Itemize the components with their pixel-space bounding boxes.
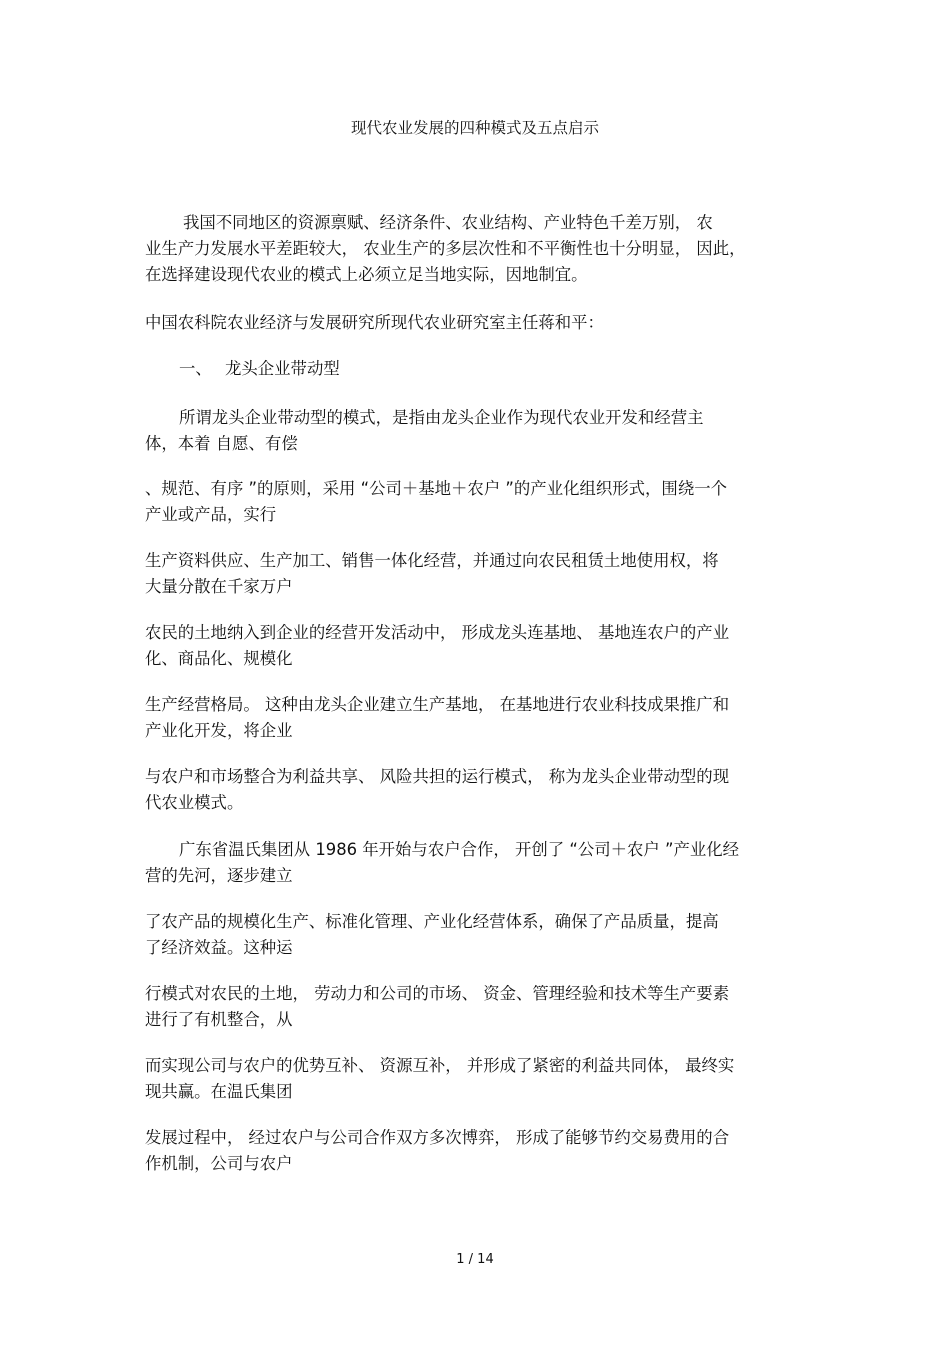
text-line: 营的先河，逐步建立	[145, 866, 293, 885]
text-line: 而实现公司与农户的优势互补、 资源互补， 并形成了紧密的利益共同体， 最终实	[145, 1056, 735, 1075]
text-line: 中国农科院农业经济与发展研究所现代农业研究室主任蒋和平：	[145, 313, 604, 332]
text-line: 产业化开发，将企业	[145, 721, 293, 740]
body-paragraph	[145, 764, 815, 816]
text-line: 与农户和市场整合为利益共享、 风险共担的运行模式， 称为龙头企业带动型的现	[145, 767, 730, 786]
text-line: 生产资料供应、生产加工、销售一体化经营，并通过向农民租赁土地使用权，将	[145, 551, 719, 570]
page-number: 1 / 14	[456, 1252, 494, 1267]
body-paragraph	[145, 692, 815, 744]
text-line: 了经济效益。这种运	[145, 938, 293, 957]
body-paragraph	[145, 1125, 815, 1177]
text-line: 大量分散在千家万户	[145, 577, 293, 596]
body-paragraph	[145, 1053, 815, 1105]
text-line: 发展过程中， 经过农户与公司合作双方多次博弈， 形成了能够节约交易费用的合	[145, 1128, 730, 1147]
text-line: 、规范、有序 ”的原则，采用 “公司＋基地＋农户 ”的产业化组织形式，围绕一个	[145, 479, 727, 498]
text-line: 进行了有机整合，从	[145, 1010, 293, 1029]
text-line: 代农业模式。	[145, 793, 244, 812]
text-line: 体，本着 自愿、有偿	[145, 434, 298, 453]
body-paragraph	[145, 620, 815, 672]
section-heading	[145, 356, 815, 382]
text-line: 行模式对农民的土地， 劳动力和公司的市场、 资金、管理经验和技术等生产要素	[145, 984, 730, 1003]
section-title: 龙头企业带动型	[225, 359, 340, 378]
text-line: 化、商品化、规模化	[145, 649, 293, 668]
text-line: 广东省温氏集团从 1986 年开始与农户合作， 开创了 “公司＋农户 ”产业化经	[179, 840, 740, 859]
text-line: 产业或产品，实行	[145, 505, 277, 524]
text-line: 作机制，公司与农户	[145, 1154, 293, 1173]
text-line: 在选择建设现代农业的模式上必须立足当地实际，因地制宜。	[145, 265, 588, 284]
author-line	[145, 310, 815, 336]
text-line: 业生产力发展水平差距较大， 农业生产的多层次性和不平衡性也十分明显， 因此，	[145, 239, 746, 258]
body-paragraph	[145, 405, 815, 457]
body-paragraph	[145, 476, 815, 528]
text-line: 了农产品的规模化生产、标准化管理、产业化经营体系，确保了产品质量，提高	[145, 912, 719, 931]
text-line: 农民的土地纳入到企业的经营开发活动中， 形成龙头连基地、 基地连农户的产业	[145, 623, 730, 642]
intro-paragraph	[145, 210, 815, 288]
text-line: 所谓龙头企业带动型的模式，是指由龙头企业作为现代农业开发和经营主	[179, 408, 704, 427]
body-paragraph	[145, 909, 815, 961]
section-number: 一、	[179, 359, 212, 378]
document-title: 现代农业发展的四种模式及五点启示	[350, 119, 599, 137]
body-paragraph	[145, 837, 815, 889]
body-paragraph	[145, 548, 815, 600]
body-paragraph	[145, 981, 815, 1033]
text-line: 我国不同地区的资源禀赋、经济条件、农业结构、产业特色千差万别， 农	[183, 213, 713, 232]
text-line: 生产经营格局。 这种由龙头企业建立生产基地， 在基地进行农业科技成果推广和	[145, 695, 730, 714]
text-line: 现共赢。在温氏集团	[145, 1082, 293, 1101]
